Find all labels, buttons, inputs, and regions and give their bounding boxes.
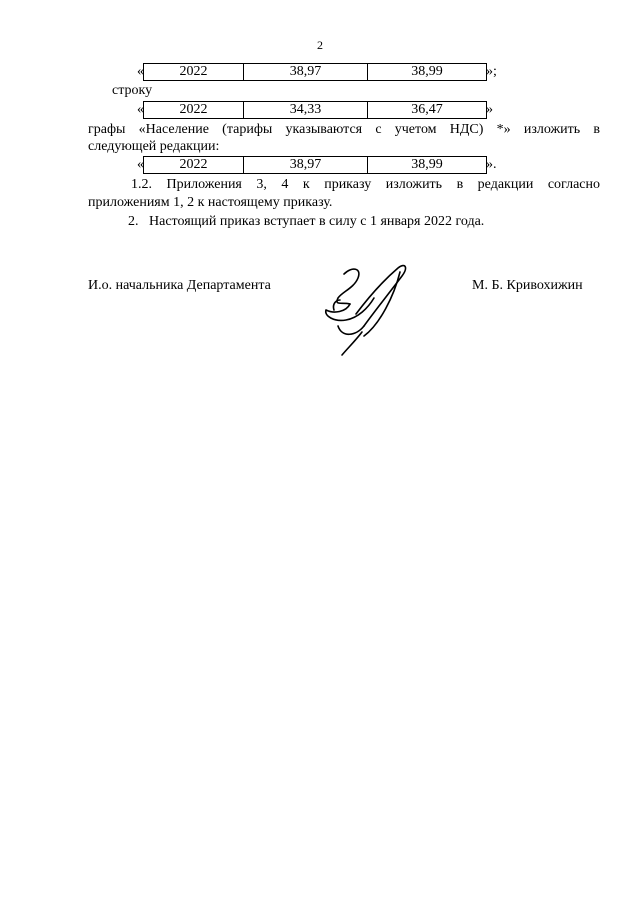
page-number: 2	[317, 38, 323, 52]
tariff-table-row	[143, 156, 487, 174]
tariff-table-row	[143, 101, 487, 119]
open-quote: «	[137, 64, 144, 79]
close-quote: »;	[486, 64, 497, 79]
close-quote: ».	[486, 157, 497, 172]
year-cell: 2022	[144, 102, 244, 118]
tariff-value-1-cell: 38,97	[244, 64, 368, 80]
signatory-name: М. Б. Кривохижин	[472, 278, 583, 293]
tariff-value-2-cell: 36,47	[411, 102, 443, 117]
paragraph-1-2-line-2: приложениям 1, 2 к настоящему приказу.	[88, 195, 333, 210]
tariff-value-1-cell: 34,33	[244, 102, 368, 118]
year-cell: 2022	[144, 157, 244, 173]
close-quote: »	[486, 102, 493, 117]
year-cell: 2022	[144, 64, 244, 80]
tariff-value-2-cell: 38,99	[411, 64, 443, 79]
stroku-text: строку	[112, 83, 153, 98]
open-quote: «	[137, 157, 144, 172]
signatory-position: И.о. начальника Департамента	[88, 278, 271, 293]
paragraph-1-2-line-1: 1.2. Приложения 3, 4 к приказу изложить в редакции согласно	[131, 177, 600, 192]
tariff-table-row	[143, 63, 487, 81]
open-quote: «	[137, 102, 144, 117]
grafy-line-1: графы «Население (тарифы указываются с учетом НДС) *» изложить в	[88, 122, 600, 137]
paragraph-2: 2. Настоящий приказ вступает в силу с 1 января 2022 года.	[128, 214, 485, 229]
grafy-line-2: следующей редакции:	[88, 139, 220, 154]
tariff-value-1-cell: 38,97	[244, 157, 368, 173]
tariff-value-2-cell: 38,99	[411, 157, 443, 172]
handwritten-signature-icon	[322, 262, 414, 358]
